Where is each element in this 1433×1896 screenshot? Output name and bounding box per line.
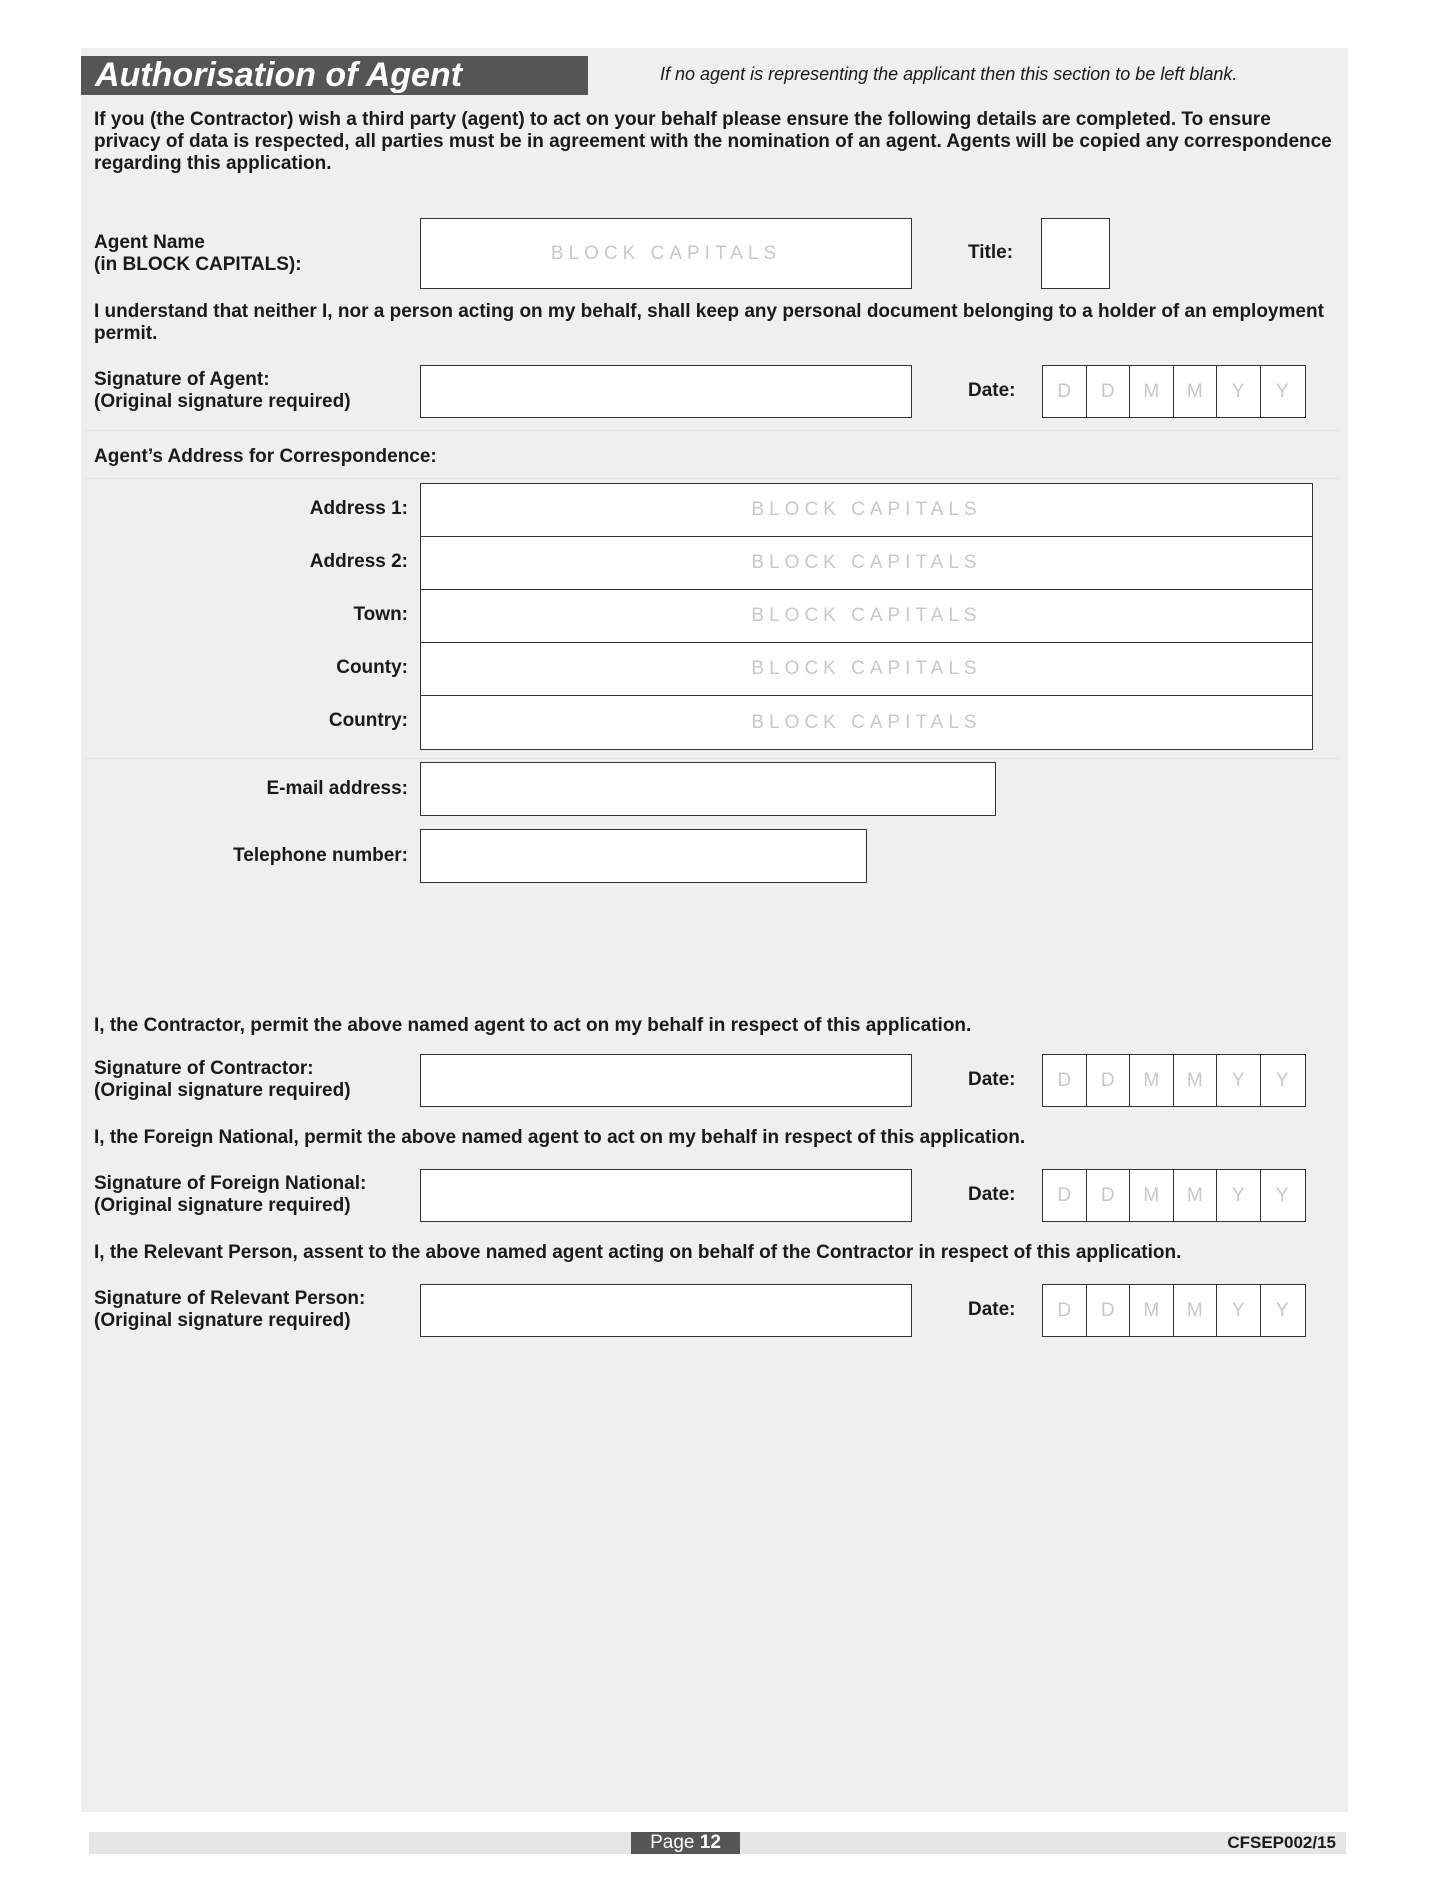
email-value (421, 763, 995, 815)
section-note: If no agent is representing the applicant then this section to be left blank. (660, 64, 1238, 84)
date-cell-month-1[interactable]: M (1130, 1285, 1174, 1336)
contractor-permission-statement: I, the Contractor, permit the above named agent to act on my behalf in respect of this application. (94, 1015, 972, 1036)
date-cell-month-2[interactable]: M (1174, 1285, 1218, 1336)
date-cell-day-1[interactable]: D (1043, 1170, 1087, 1221)
contractor-date-label: Date: (968, 1069, 1016, 1090)
address-1-placeholder: BLOCK CAPITALS (751, 499, 982, 520)
title-field-value (1042, 219, 1109, 288)
date-cell-year-2[interactable]: Y (1275, 1069, 1289, 1091)
agent-name-label: Agent Name (in BLOCK CAPITALS): (94, 232, 302, 275)
date-cell-day-2[interactable]: D (1087, 366, 1131, 417)
email-label: E-mail address: (266, 778, 408, 799)
section-title: Authorisation of Agent (81, 56, 588, 95)
date-cell-day-2[interactable]: D (1087, 1055, 1131, 1106)
separator (85, 478, 1340, 479)
date-cell-year-1[interactable]: Y (1217, 366, 1261, 417)
email-field[interactable] (420, 762, 996, 816)
town-label: Town: (353, 604, 408, 625)
agent-undertaking-statement: I understand that neither I, nor a person acting on my behalf, shall keep any personal document belonging to a holder of an employment permit. (94, 301, 1324, 344)
town-field[interactable] (421, 590, 1312, 643)
relevant-person-assent-statement: I, the Relevant Person, assent to the above named agent acting on behalf of the Contractor in respect of this application. (94, 1242, 1182, 1263)
foreign-national-date-field[interactable] (1042, 1169, 1306, 1222)
address-1-label: Address 1: (309, 498, 408, 519)
date-cell-day-2[interactable]: D (1087, 1170, 1131, 1221)
title-label: Title: (968, 242, 1014, 263)
date-cell-year-1[interactable]: Y (1217, 1055, 1261, 1106)
country-label: Country: (328, 710, 408, 731)
page-number-badge (631, 1832, 740, 1854)
date-cell-year-2[interactable]: Y (1275, 380, 1289, 402)
contractor-date-field[interactable] (1042, 1054, 1306, 1107)
telephone-field[interactable] (420, 829, 867, 883)
agent-signature-label: Signature of Agent: (Original signature required) (94, 369, 351, 412)
date-cell-year-1[interactable]: Y (1217, 1170, 1261, 1221)
date-cell-month-1[interactable]: M (1130, 1055, 1174, 1106)
relevant-person-signature-label: Signature of Relevant Person: (Original signature required) (94, 1288, 366, 1331)
date-cell-month-2[interactable]: M (1174, 1055, 1218, 1106)
contractor-signature-field[interactable] (420, 1054, 912, 1107)
separator (85, 430, 1340, 431)
date-cell-day-2[interactable]: D (1087, 1285, 1131, 1336)
contractor-signature-label: Signature of Contractor: (Original signature required) (94, 1058, 351, 1101)
address-1-field[interactable] (421, 484, 1312, 537)
address-2-label: Address 2: (309, 551, 408, 572)
date-cell-month-1[interactable]: M (1130, 366, 1174, 417)
address-2-field[interactable] (421, 537, 1312, 590)
separator (85, 758, 1340, 759)
title-field[interactable] (1041, 218, 1110, 289)
town-placeholder: BLOCK CAPITALS (751, 605, 982, 626)
telephone-label: Telephone number: (233, 845, 408, 866)
date-cell-month-2[interactable]: M (1174, 366, 1218, 417)
county-label: County: (336, 657, 408, 678)
document-code: CFSEP002/15 (1227, 1833, 1336, 1852)
date-cell-month-1[interactable]: M (1130, 1170, 1174, 1221)
date-cell-day-1[interactable]: D (1043, 1285, 1087, 1336)
relevant-person-date-label: Date: (968, 1299, 1016, 1320)
address-heading: Agent’s Address for Correspondence: (94, 446, 437, 467)
date-cell-day-1[interactable]: D (1043, 366, 1087, 417)
agent-date-label: Date: (968, 380, 1016, 401)
date-cell-year-2[interactable]: Y (1275, 1299, 1289, 1321)
relevant-person-signature-field[interactable] (420, 1284, 912, 1337)
date-cell-year-2[interactable]: Y (1275, 1184, 1289, 1206)
address-table (420, 483, 1313, 750)
foreign-national-signature-label: Signature of Foreign National: (Original signature required) (94, 1173, 367, 1216)
foreign-national-signature-field[interactable] (420, 1169, 912, 1222)
page-prefix: Page (650, 1832, 695, 1853)
relevant-person-date-field[interactable] (1042, 1284, 1306, 1337)
date-cell-day-1[interactable]: D (1043, 1055, 1087, 1106)
foreign-national-permission-statement: I, the Foreign National, permit the above named agent to act on my behalf in respect of this application. (94, 1127, 1026, 1148)
agent-date-field[interactable] (1042, 365, 1306, 418)
country-placeholder: BLOCK CAPITALS (751, 711, 982, 733)
county-placeholder: BLOCK CAPITALS (751, 658, 982, 679)
agent-name-field[interactable] (420, 218, 912, 289)
agent-name-placeholder: BLOCK CAPITALS (550, 242, 782, 264)
county-field[interactable] (421, 643, 1312, 696)
telephone-value (421, 830, 866, 882)
date-cell-month-2[interactable]: M (1174, 1170, 1218, 1221)
intro-paragraph: If you (the Contractor) wish a third party (agent) to act on your behalf please ensure the following details are completed. To ensure privacy of data is respected, all parties must be in agreement with the nomination of an agent. Agents will be copied any correspondence regarding this application. (94, 109, 1332, 174)
date-cell-year-1[interactable]: Y (1217, 1285, 1261, 1336)
country-field[interactable] (421, 696, 1312, 749)
foreign-national-date-label: Date: (968, 1184, 1016, 1205)
page-number: 12 (699, 1832, 721, 1853)
address-2-placeholder: BLOCK CAPITALS (751, 552, 982, 573)
agent-signature-field[interactable] (420, 365, 912, 418)
